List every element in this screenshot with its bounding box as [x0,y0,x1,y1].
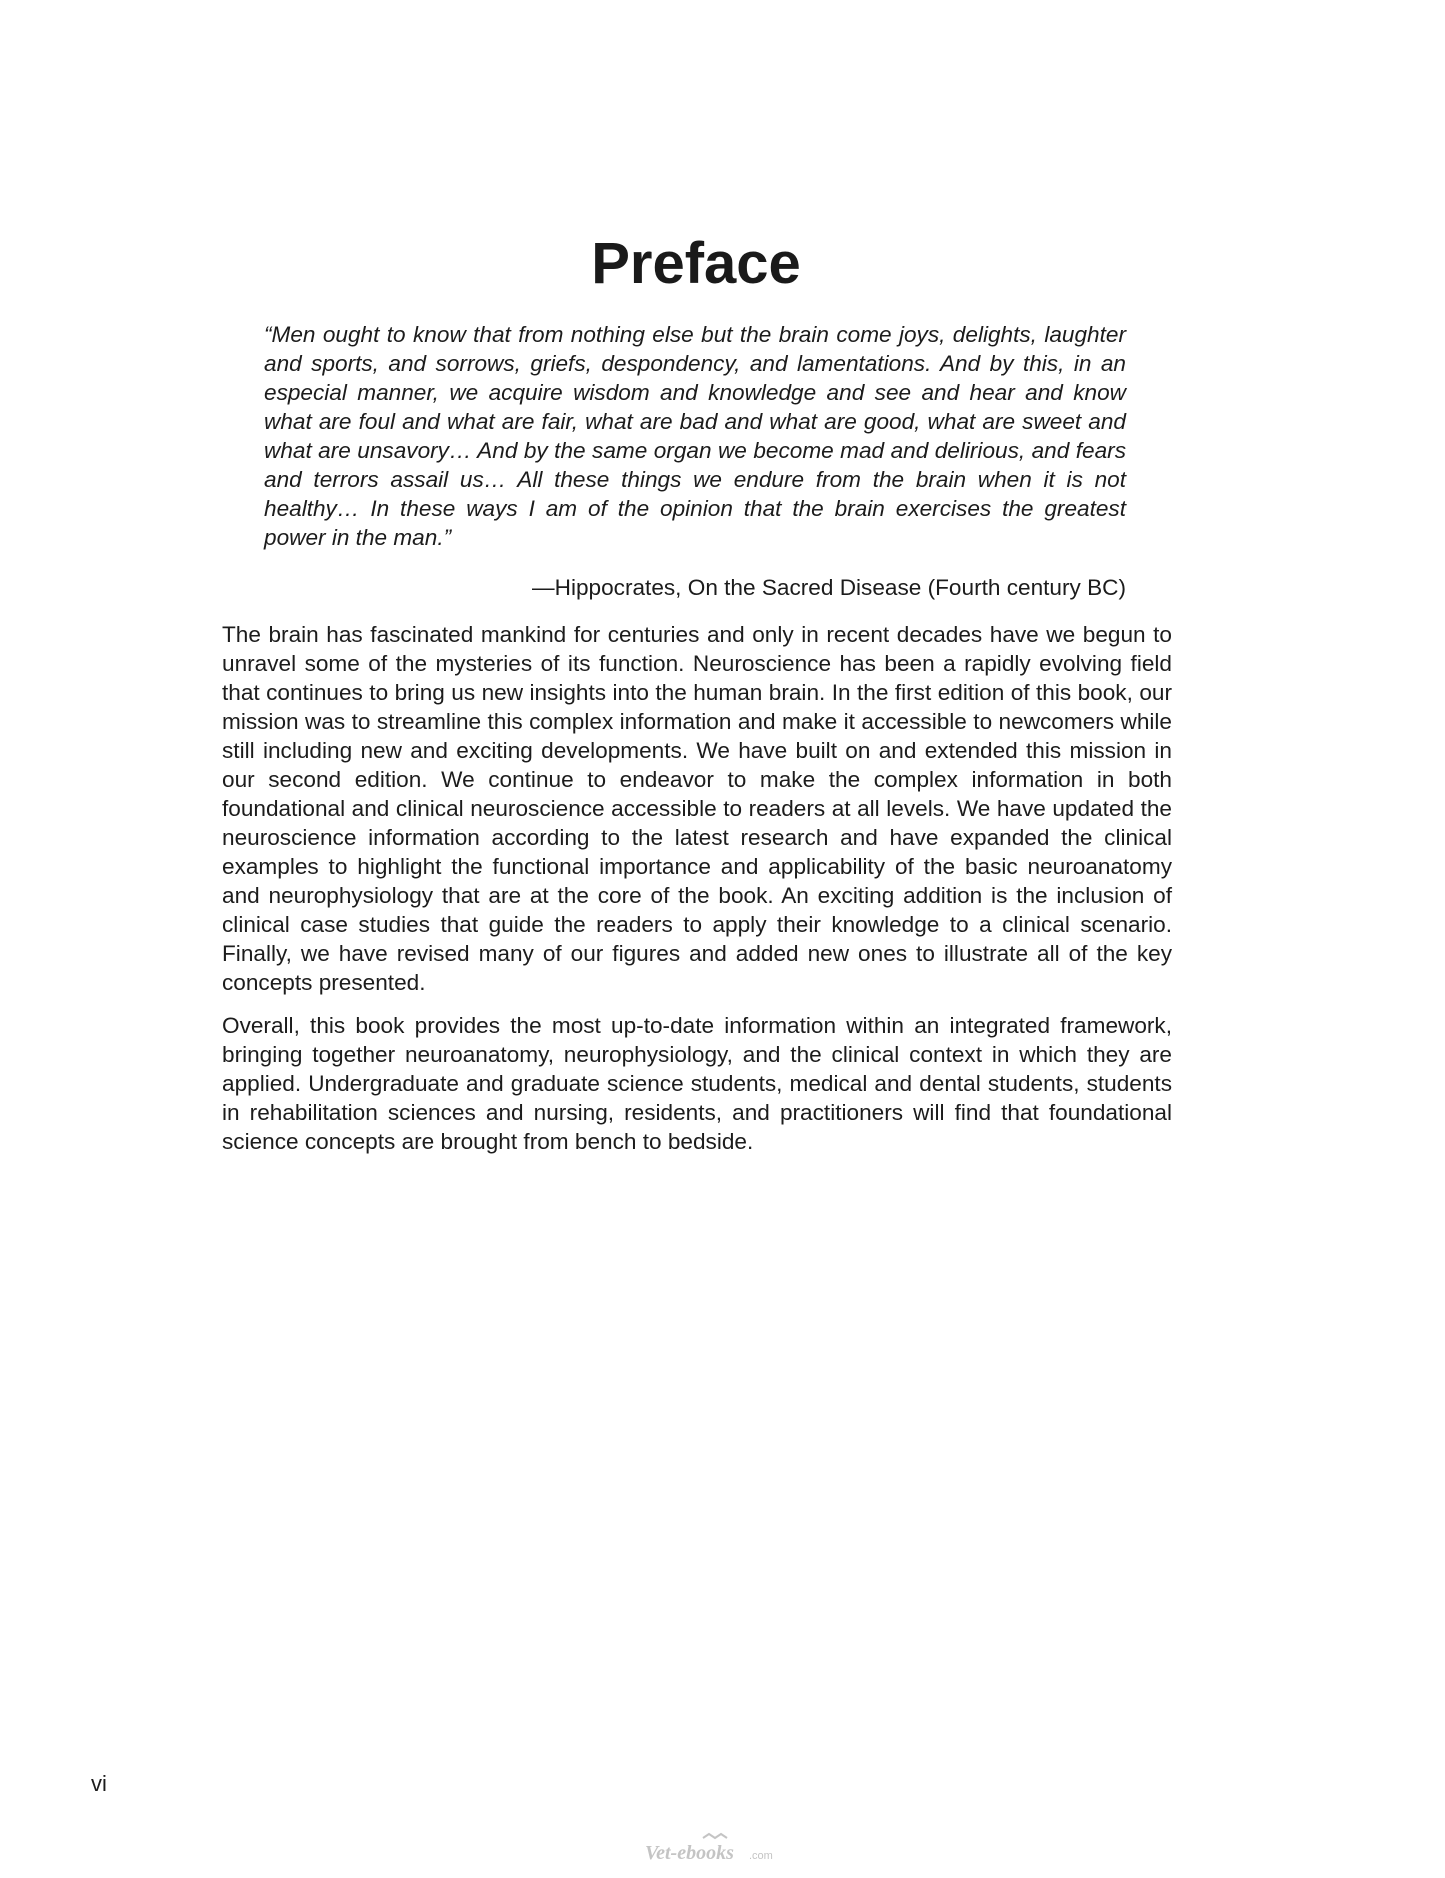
page-title: Preface [591,231,801,296]
epigraph-attribution: —Hippocrates, On the Sacred Disease (Fourth century BC) [532,575,1126,600]
watermark-logo [645,1832,795,1868]
body-paragraph-2: Overall, this book provides the most up-to-date information within an integrated framework, bringing together neuroanatomy, neurophysiology, and the clinical context in which they are applied. Undergraduate and graduate science students, medical and dental students, students in rehabilitation sciences and nursing, residents, and practitioners will find that foundational science concepts are brought from bench to bedside. [222,1013,1172,1154]
page-number: vi [91,1771,107,1796]
svg-text:.com: .com [749,1850,773,1862]
body-paragraph-1: The brain has fascinated mankind for centuries and only in recent decades have we begun to unravel some of the mysteries of its function. Neuroscience has been a rapidly evolving field that continues to bring us new insights into the human brain. In the first edition of this book, our mission was to streamline this complex information and make it accessible to newcomers while still including new and exciting developments. We have built on and extended this mission in our second edition. We continue to endeavor to make the complex information in both foundational and clinical neuroscience accessible to readers at all levels. We have updated the neuroscience information according to the latest research and have expanded the clinical examples to highlight the functional importance and applicability of the basic neuroanatomy and neurophysiology that are at the core of the book. An exciting addition is the inclusion of clinical case studies that guide the readers to apply their knowledge to a clinical scenario. Finally, we have revised many of our figures and added new ones to illustrate all of the key concepts presented. [222,622,1172,995]
epigraph-quote: “Men ought to know that from nothing else but the brain come joys, delights, laughter and sports, and sorrows, griefs, despondency, and lamentations. And by this, in an especial manner, we acquire wisdom and knowledge and see and hear and know what are foul and what are fair, what are bad and what are good, what are sweet and what are unsavory… And by the same organ we become mad and delirious, and fears and terrors assail us… All these things we endure from the brain when it is not healthy… In these ways I am of the opinion that the brain exercises the greatest power in the man.” [264,322,1126,550]
svg-text:Vet-ebooks: Vet-ebooks [645,1842,734,1864]
